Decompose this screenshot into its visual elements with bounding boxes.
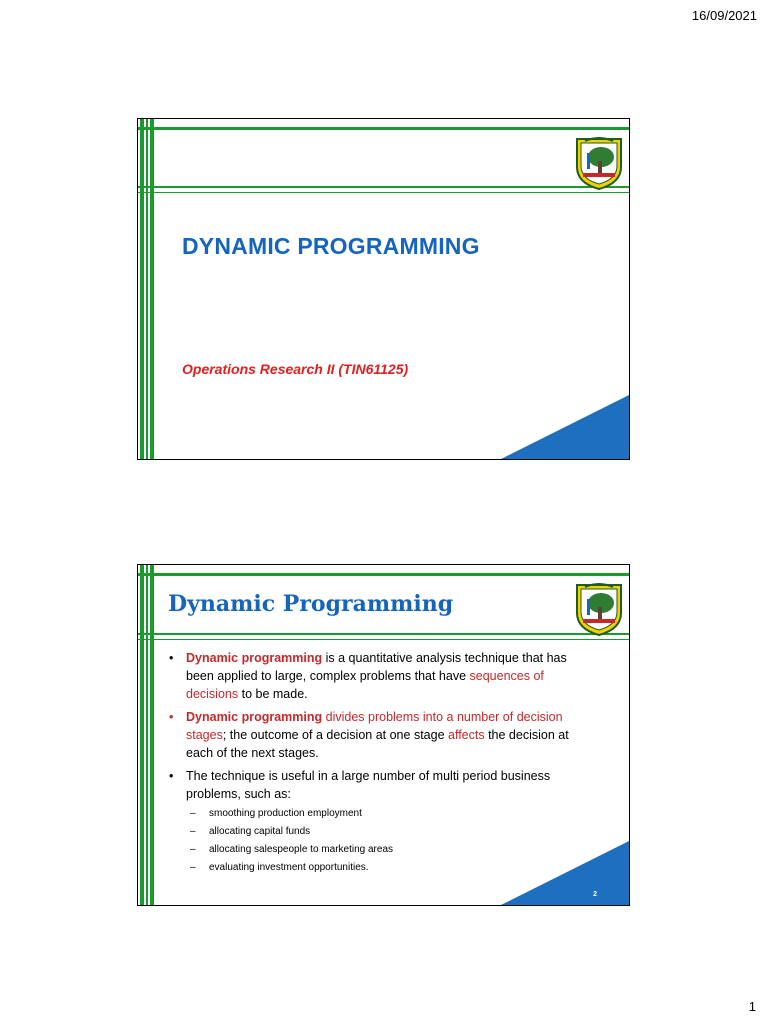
- sub-list-item-text: evaluating investment opportunities.: [209, 862, 369, 873]
- bullet-dot: •: [169, 769, 174, 783]
- university-emblem-icon: [571, 579, 627, 637]
- bullet-item: [168, 708, 586, 762]
- sub-list-item: – allocating capital funds: [190, 826, 311, 837]
- bullet-dot: •: [169, 710, 174, 724]
- sub-list-item: – evaluating investment opportunities.: [190, 862, 369, 873]
- bullet-highlight: affects: [448, 728, 485, 742]
- bullet-text: is a quantitative analysis technique that has been applied to large, complex problems that have: [186, 651, 567, 683]
- bullet-emphasis: Dynamic programming: [186, 710, 323, 724]
- bullet-highlight: sequences of decisions: [186, 669, 544, 701]
- slide-2: [137, 564, 630, 906]
- green-top-line: [138, 573, 629, 576]
- bullet-text: to be made.: [238, 687, 308, 701]
- green-header-line: [138, 633, 629, 635]
- bullet-highlight: divides problems into a number of decision stages: [186, 710, 563, 742]
- sub-list-item-text: allocating capital funds: [209, 826, 311, 837]
- sub-list-item: – smoothing production employment: [190, 808, 362, 819]
- green-top-line: [138, 127, 629, 130]
- bullet-text: the decision at each of the next stages.: [186, 728, 569, 760]
- slide-1: [137, 118, 630, 460]
- blue-corner-triangle: [501, 395, 629, 459]
- page-date: 16/09/2021: [691, 8, 757, 23]
- green-header-thin-line: [138, 192, 629, 193]
- slide-subtitle: Operations Research II (TIN61125): [182, 361, 409, 377]
- page-number: 1: [748, 999, 756, 1014]
- sub-list-item-text: allocating salespeople to marketing areas: [209, 844, 393, 855]
- green-vertical-bars: [138, 565, 156, 905]
- slide-number: 2: [593, 891, 597, 898]
- bullet-dot: •: [169, 651, 174, 665]
- university-emblem-icon: [571, 133, 627, 191]
- bullet-text: ; the outcome of a decision at one stage: [222, 728, 448, 742]
- sub-list-item-text: smoothing production employment: [209, 808, 362, 819]
- bullet-item: [168, 649, 586, 703]
- slide-title: DYNAMIC PROGRAMMING: [182, 233, 480, 259]
- slide-title: Dynamic Programming: [168, 591, 454, 617]
- green-header-line: [138, 186, 629, 188]
- sub-list-item: – allocating salespeople to marketing areas: [190, 844, 393, 855]
- blue-corner-triangle: [501, 841, 629, 905]
- bullet-emphasis: Dynamic programming: [186, 651, 323, 665]
- bullet-text: The technique is useful in a large number of multi period business problems, such as:: [186, 769, 551, 801]
- green-header-thin-line: [138, 639, 629, 640]
- green-vertical-bars: [138, 119, 156, 459]
